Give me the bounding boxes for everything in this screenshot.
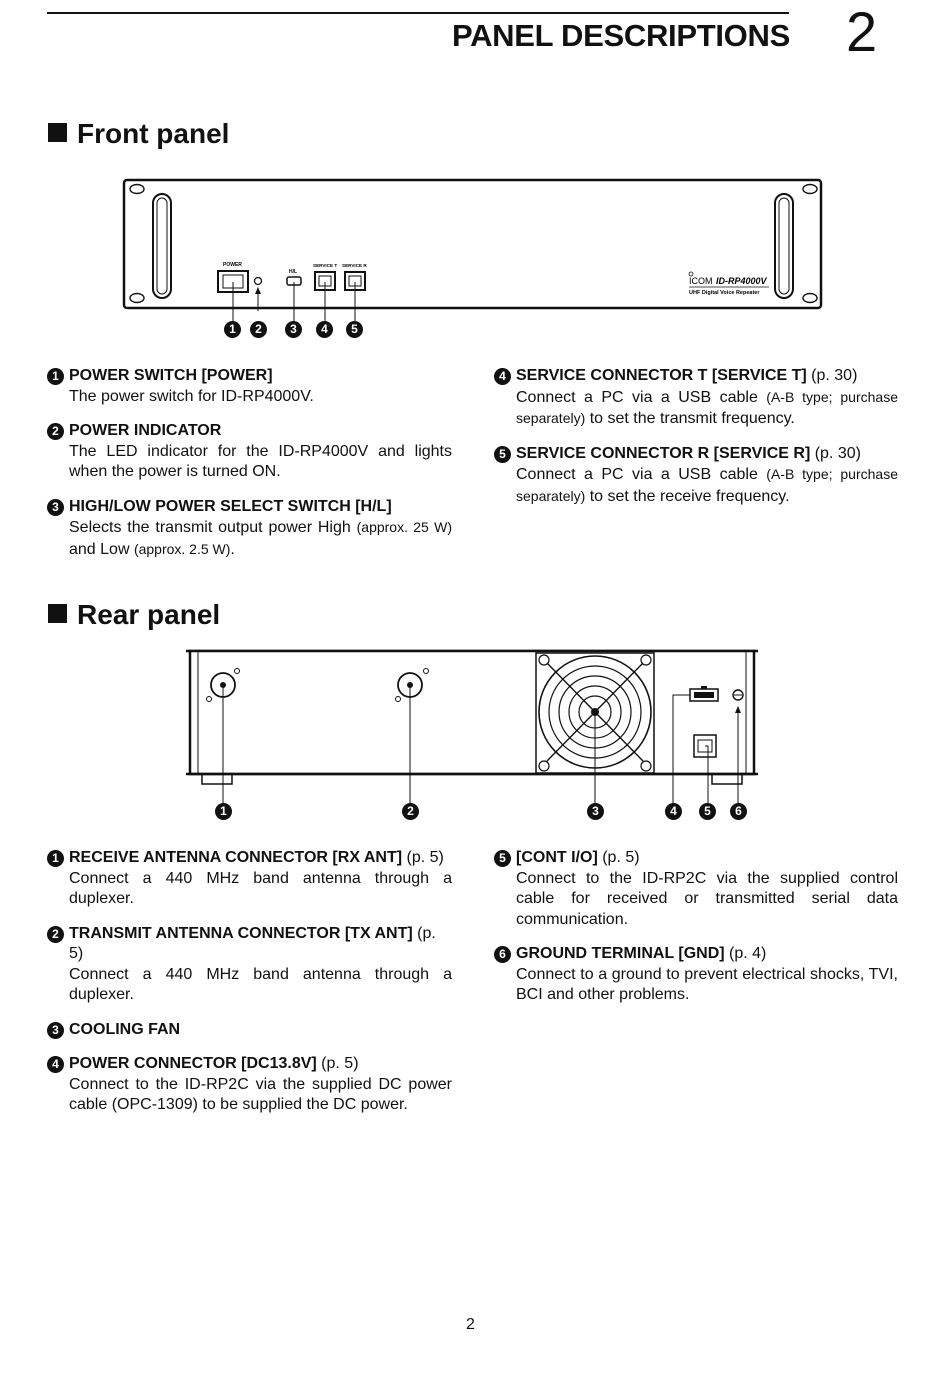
callout-badge: 1 (47, 850, 64, 867)
callout-badge: 2 (47, 926, 64, 943)
callout-badge: 5 (494, 446, 511, 463)
front-items-left (47, 366, 452, 560)
page-number: 2 (466, 1316, 475, 1333)
rear-callout-2: 2 (402, 803, 419, 820)
rear-callout-1: 1 (215, 803, 232, 820)
callout-badge: 2 (47, 423, 64, 440)
rear-panel-heading: Rear panel (48, 599, 220, 631)
rear-items-right (494, 848, 898, 1006)
callout-badge: 4 (47, 1056, 64, 1073)
callout-badge: 1 (47, 368, 64, 385)
chapter-number: 2 (846, 0, 878, 63)
front-panel-heading: Front panel (48, 118, 229, 150)
rear-callout-4: 4 (665, 803, 682, 820)
rear-item-6: 6 GROUND TERMINAL [GND] (p. 4) Connect to a ground to prevent electrical shocks, TVI, BCI and other problems. (494, 944, 898, 1006)
front-item-1: 1 POWER SWITCH [POWER] The power switch for ID-RP4000V. (47, 366, 452, 407)
callout-badge: 3 (47, 499, 64, 516)
front-callout-3: 3 (285, 321, 302, 338)
brand-logo: ICOM (689, 276, 713, 286)
front-callout-1: 1 (224, 321, 241, 338)
square-bullet-icon (48, 604, 67, 623)
square-bullet-icon (48, 123, 67, 142)
callout-badge: 4 (494, 368, 511, 385)
front-callout-4: 4 (316, 321, 333, 338)
front-items-right (494, 366, 898, 507)
rear-item-2: 2 TRANSMIT ANTENNA CONNECTOR [TX ANT] (p. 5) Connect a 440 MHz band antenna through a duplexer. (47, 924, 452, 1006)
front-callout-5: 5 (346, 321, 363, 338)
rear-callout-3: 3 (587, 803, 604, 820)
callout-badge: 6 (494, 946, 511, 963)
service-t-label: SERVICE T (313, 263, 338, 268)
rear-item-4: 4 POWER CONNECTOR [DC13.8V] (p. 5) Connect to the ID-RP2C via the supplied DC power cable (OPC-1309) to be supplied the DC power. (47, 1054, 452, 1116)
model-tagline: UHF Digital Voice Repeater (689, 290, 760, 296)
rear-callout-6: 6 (730, 803, 747, 820)
hl-label: H/L (289, 269, 298, 275)
front-item-5: 5 SERVICE CONNECTOR R [SERVICE R] (p. 30) Connect a PC via a USB cable (A-B type; purchase separately) to set the receive frequency. (494, 444, 898, 508)
rear-item-3: 3 COOLING FAN (47, 1020, 452, 1041)
front-panel-diagram (120, 176, 826, 341)
rear-item-1: 1 RECEIVE ANTENNA CONNECTOR [RX ANT] (p. 5) Connect a 440 MHz band antenna through a duplexer. (47, 848, 452, 910)
front-callout-2: 2 (250, 321, 267, 338)
service-r-label: SERVICE R (342, 263, 367, 268)
rear-items-left (47, 848, 452, 1116)
callout-badge: 5 (494, 850, 511, 867)
rear-panel-diagram (182, 645, 764, 825)
front-item-3: 3 HIGH/LOW POWER SELECT SWITCH [H/L] Selects the transmit output power High (approx. 25 W) and Low (approx. 2.5 W). (47, 497, 452, 561)
front-item-4: 4 SERVICE CONNECTOR T [SERVICE T] (p. 30) Connect a PC via a USB cable (A-B type; purchase separately) to set the transmit frequency. (494, 366, 898, 430)
page-title: PANEL DESCRIPTIONS (452, 18, 790, 53)
rear-item-5: 5 [CONT I/O] (p. 5) Connect to the ID-RP2C via the supplied control cable for received or transmitted serial data communication. (494, 848, 898, 930)
power-label: POWER (223, 262, 242, 268)
front-item-2: 2 POWER INDICATOR The LED indicator for the ID-RP4000V and lights when the power is turned ON. (47, 421, 452, 483)
rear-callout-5: 5 (699, 803, 716, 820)
header-rule (47, 12, 789, 14)
callout-badge: 3 (47, 1022, 64, 1039)
model-name: ID-RP4000V (716, 276, 767, 286)
